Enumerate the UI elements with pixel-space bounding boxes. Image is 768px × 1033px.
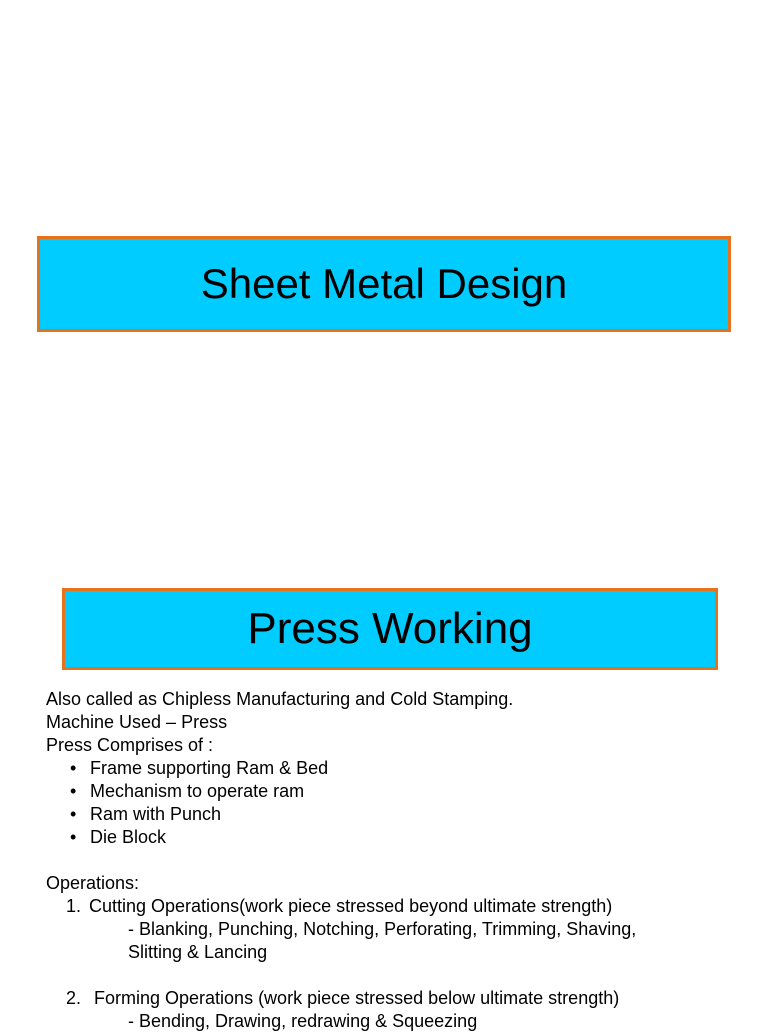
bullet-icon: •: [70, 758, 77, 778]
bullet-icon: •: [70, 804, 77, 824]
operation-text: Cutting Operations(work piece stressed beyond ultimate strength): [89, 896, 613, 916]
section-title-box: [62, 588, 718, 670]
operations-heading: Operations:: [46, 873, 140, 893]
operation-number: 2.: [66, 988, 82, 1008]
operation-text: Forming Operations (work piece stressed below ultimate strength): [89, 988, 620, 1008]
slide-body: [46, 688, 746, 1033]
operation-item: [46, 987, 746, 1010]
operation-item: [46, 895, 746, 918]
spacer: [46, 849, 746, 872]
bullet-text: Mechanism to operate ram: [90, 781, 305, 801]
bullet-item: [46, 803, 746, 826]
operation-subitem: - Bending, Drawing, redrawing & Squeezing: [128, 1011, 478, 1031]
bullet-text: Frame supporting Ram & Bed: [90, 758, 329, 778]
bullet-item: [46, 757, 746, 780]
operation-number: 1.: [66, 896, 82, 916]
bullet-item: [46, 826, 746, 849]
operation-subitem: Slitting & Lancing: [128, 942, 268, 962]
bullet-text: Ram with Punch: [90, 804, 222, 824]
slide-title-box: [37, 236, 731, 332]
operation-subitem: - Blanking, Punching, Notching, Perforating, Trimming, Shaving,: [128, 919, 637, 939]
intro-line: Machine Used – Press: [46, 712, 228, 732]
section-title: Press Working: [247, 604, 533, 653]
intro-line: Also called as Chipless Manufacturing and Cold Stamping.: [46, 689, 514, 709]
bullet-text: Die Block: [90, 827, 167, 847]
intro-line: Press Comprises of :: [46, 735, 214, 755]
slide-title: Sheet Metal Design: [200, 260, 568, 307]
bullet-icon: •: [70, 827, 77, 847]
bullet-item: [46, 780, 746, 803]
bullet-icon: •: [70, 781, 77, 801]
spacer: [46, 964, 746, 987]
